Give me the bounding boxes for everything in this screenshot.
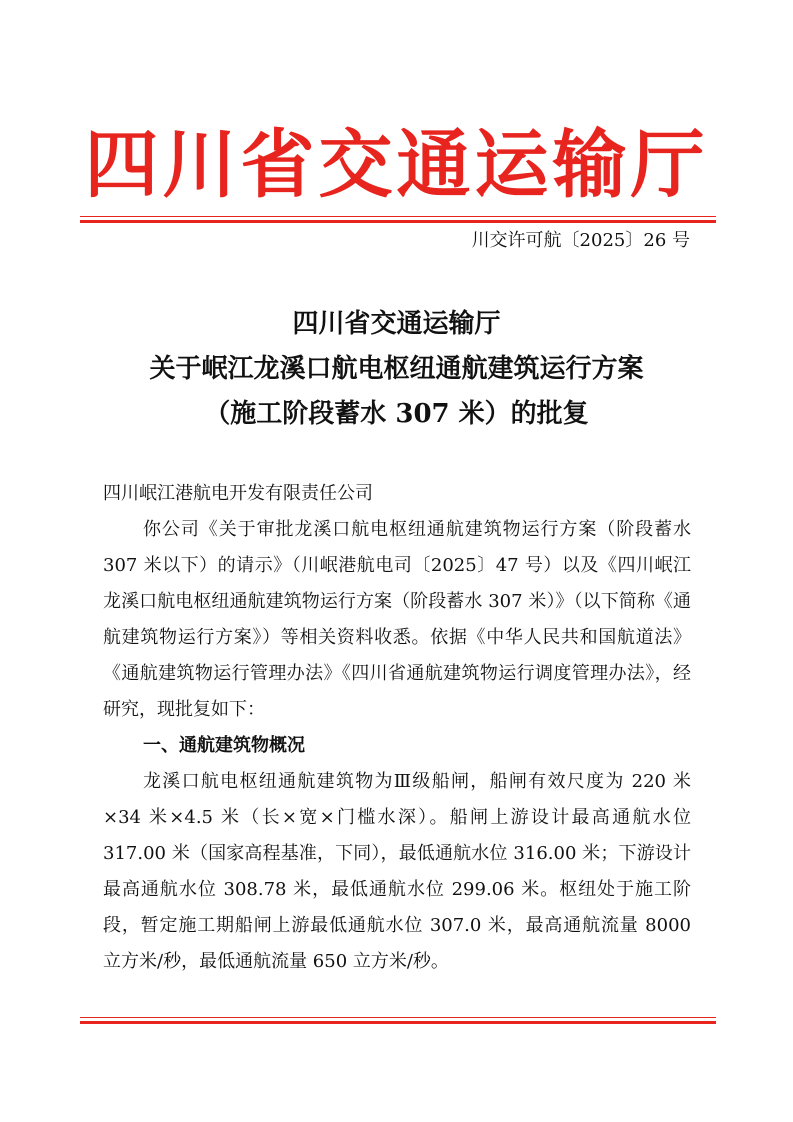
document-title	[0, 302, 793, 437]
document-body	[103, 476, 691, 980]
title-line-3: （施工阶段蓄水 307 米）的批复	[204, 399, 589, 429]
section-heading-1: 一、通航建筑物概况	[143, 735, 305, 756]
paragraph-request: 你公司《关于审批龙溪口航电枢纽通航建筑物运行方案（阶段蓄水 307 米以下）的请示》（川岷港航电司〔2025〕47 号）以及《四川岷江龙溪口航电枢纽通航建筑物运行方案（阶段蓄水 307 米）》（以下简称《通航建筑物运行方案》）等相关资料收悉。依据《中华人民共和国航道法》《通航建筑物运行管理办法》《四川省通航建筑物运行调度管理办法》，经研究，现批复如下：	[103, 519, 691, 720]
title-line-2: 关于岷江龙溪口航电枢纽通航建筑运行方案	[149, 354, 644, 384]
addressee: 四川岷江港航电开发有限责任公司	[103, 483, 373, 504]
paragraph-overview: 龙溪口航电枢纽通航建筑物为Ⅲ级船闸，船闸有效尺度为 220 米×34 米×4.5 米（长×宽×门槛水深）。船闸上游设计最高通航水位 317.00 米（国家高程基准，下同），最低通航水位 316.00 米；下游设计最高通航水位 308.78 米，最低通航水位 299.06 米。枢纽处于施工阶段，暂定施工期船闸上游最低通航水位 307.0 米，最高通航流量 8000 立方米/秒，最低通航流量 650 立方米/秒。	[103, 771, 691, 972]
masthead-org-name: 四川省交通运输厅	[84, 122, 709, 208]
footer-divider	[80, 1017, 716, 1024]
title-line-1: 四川省交通运输厅	[292, 309, 501, 339]
document-number: 川交许可航〔2025〕26 号	[471, 230, 690, 251]
header-divider	[80, 216, 716, 223]
